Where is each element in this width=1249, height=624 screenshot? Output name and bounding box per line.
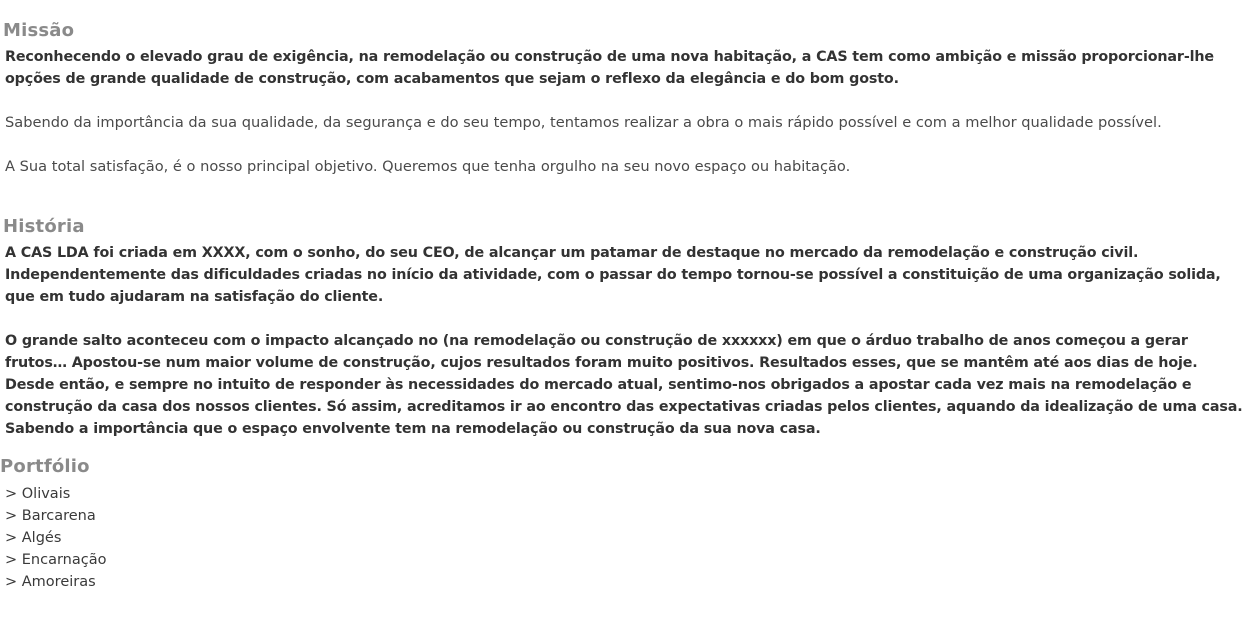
portfolio-item-amoreiras[interactable]: > Amoreiras <box>5 574 96 590</box>
portfolio-list <box>5 483 106 593</box>
missao-paragraph-2: Sabendo da importância da sua qualidade, da segurança e do seu tempo, tentamos realizar a obra o mais rápido possível e com a melhor qualidade possível. <box>5 114 1162 131</box>
portfolio-item-alges[interactable]: > Algés <box>5 530 62 546</box>
historia-paragraph-2: O grande salto aconteceu com o impacto alcançado no (na remodelação ou construção de xxxxxx) em que o árduo trabalho de anos começou a gerar frutos… Apostou-se num maior volume de construção, cujos resultados foram muito positivos. Resultados esses, que se mantêm até aos dias de hoje. <box>5 333 1198 371</box>
portfolio-item-encarnacao[interactable]: > Encarnação <box>5 552 107 568</box>
portfolio-heading: Portfólio <box>0 456 90 477</box>
historia-heading: História <box>3 216 85 237</box>
portfolio-item-barcarena[interactable]: > Barcarena <box>5 508 96 524</box>
missao-paragraph-3: A Sua total satisfação, é o nosso principal objetivo. Queremos que tenha orgulho na seu novo espaço ou habitação. <box>5 158 851 175</box>
missao-paragraph-1: Reconhecendo o elevado grau de exigência, na remodelação ou construção de uma nova habitação, a CAS tem como ambição e missão proporcionar-lhe opções de grande qualidade de construção, com acabamentos que sejam o reflexo da elegância e do bom gosto. <box>5 49 1214 87</box>
historia-paragraph-3: Desde então, e sempre no intuito de responder às necessidades do mercado atual, sentimo-nos obrigados a apostar cada vez mais na remodelação e construção da casa dos nossos clientes. Só assim, acreditamos ir ao encontro das expectativas criadas pelos clientes, aquando da idealização de uma casa. Sabendo a importância que o espaço envolvente tem na remodelação ou construção da sua nova casa. <box>5 377 1243 437</box>
portfolio-item-olivais[interactable]: > Olivais <box>5 486 71 502</box>
historia-paragraph-1: A CAS LDA foi criada em XXXX, com o sonho, do seu CEO, de alcançar um patamar de destaque no mercado da remodelação e construção civil. Independentemente das dificuldades criadas no início da atividade, com o passar do tempo tornou-se possível a constituição de uma organização solida, que em tudo ajudaram na satisfação do cliente. <box>5 245 1221 305</box>
missao-heading: Missão <box>3 20 75 41</box>
